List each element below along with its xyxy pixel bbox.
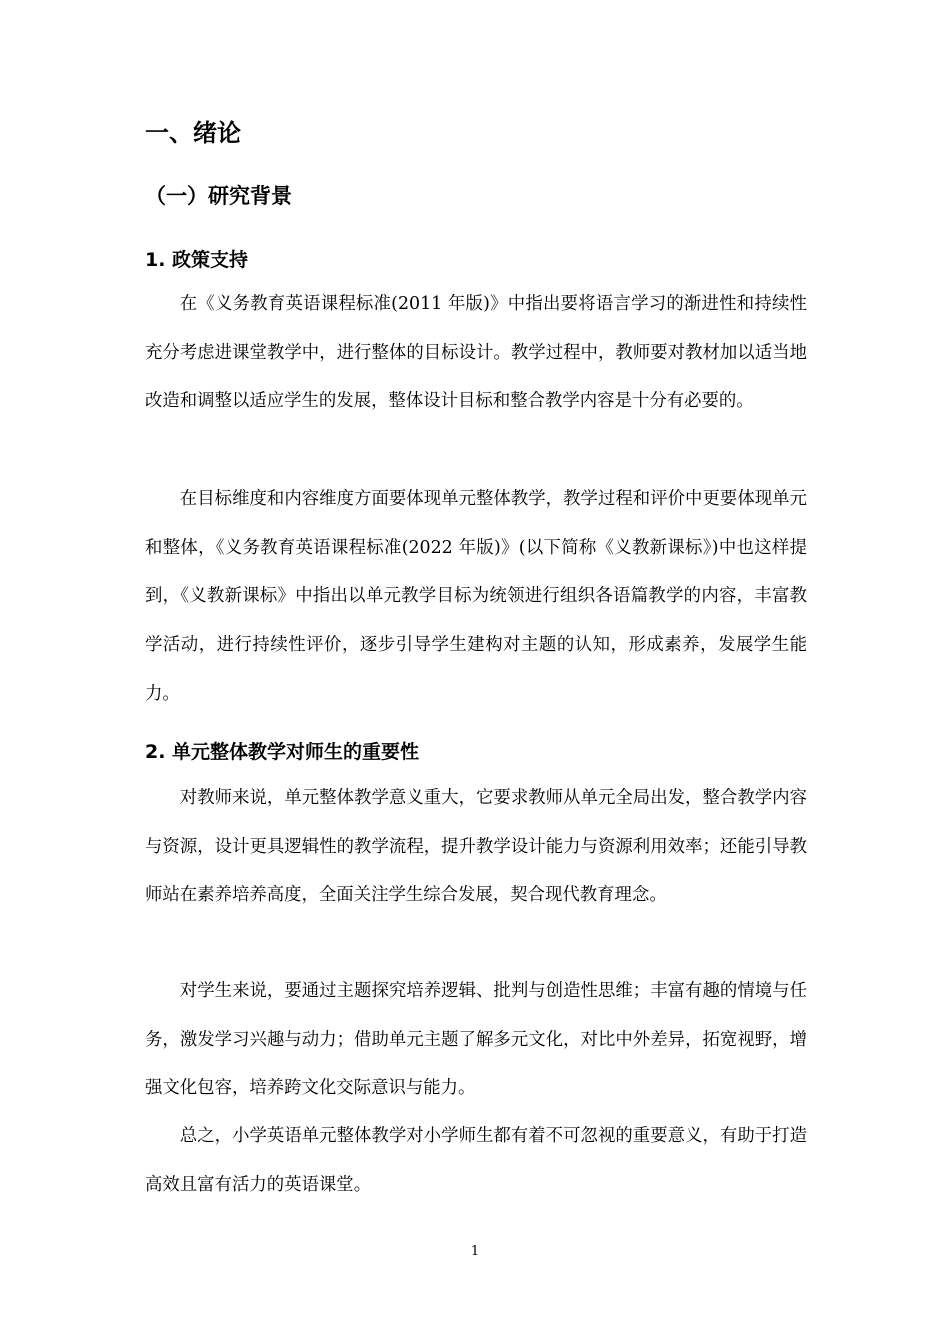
paragraph-conclusion: 总之，小学英语单元整体教学对小学师生都有着不可忽视的重要意义，有助于打造高效且富有活力的英语课堂。 [145, 1126, 807, 1195]
paragraph-teachers: 对教师来说，单元整体教学意义重大，它要求教师从单元全局出发，整合教学内容与资源，设计更具逻辑性的教学流程，提升教学设计能力与资源利用效率；还能引导教师站在素养培养高度，全面关注学生综合发展，契合现代教育理念。 [145, 788, 807, 906]
paragraph-policy-2011: 在《义务教育英语课程标准(2011 年版)》中指出要将语言学习的渐进性和持续性充分考虑进课堂教学中，进行整体的目标设计。教学过程中，教师要对教材加以适当地改造和调整以适应学生的发展，整体设计目标和整合教学内容是十分有必要的。 [145, 294, 807, 412]
section-heading: （一）研究背景 [145, 184, 292, 208]
chapter-heading: 一、绪论 [145, 119, 241, 147]
subsection-heading-importance: 2. 单元整体教学对师生的重要性 [145, 741, 420, 763]
paragraph-policy-2022: 在目标维度和内容维度方面要体现单元整体教学，教学过程和评价中更要体现单元和整体，《义务教育英语课程标准(2022 年版)》(以下简称《义教新课标》)中也这样提到，《义教新课标》中指出以单元教学目标为统领进行组织各语篇教学的内容，丰富教学活动，进行持续性评价，逐步引导学生建构对主题的认知，形成素养，发展学生能力。 [145, 489, 807, 704]
subsection-heading-policy: 1. 政策支持 [145, 249, 249, 271]
paragraph-students: 对学生来说，要通过主题探究培养逻辑、批判与创造性思维；丰富有趣的情境与任务，激发学习兴趣与动力；借助单元主题了解多元文化，对比中外差异，拓宽视野，增强文化包容，培养跨文化交际意识与能力。 [145, 981, 807, 1099]
page-number: 1 [470, 1244, 480, 1259]
